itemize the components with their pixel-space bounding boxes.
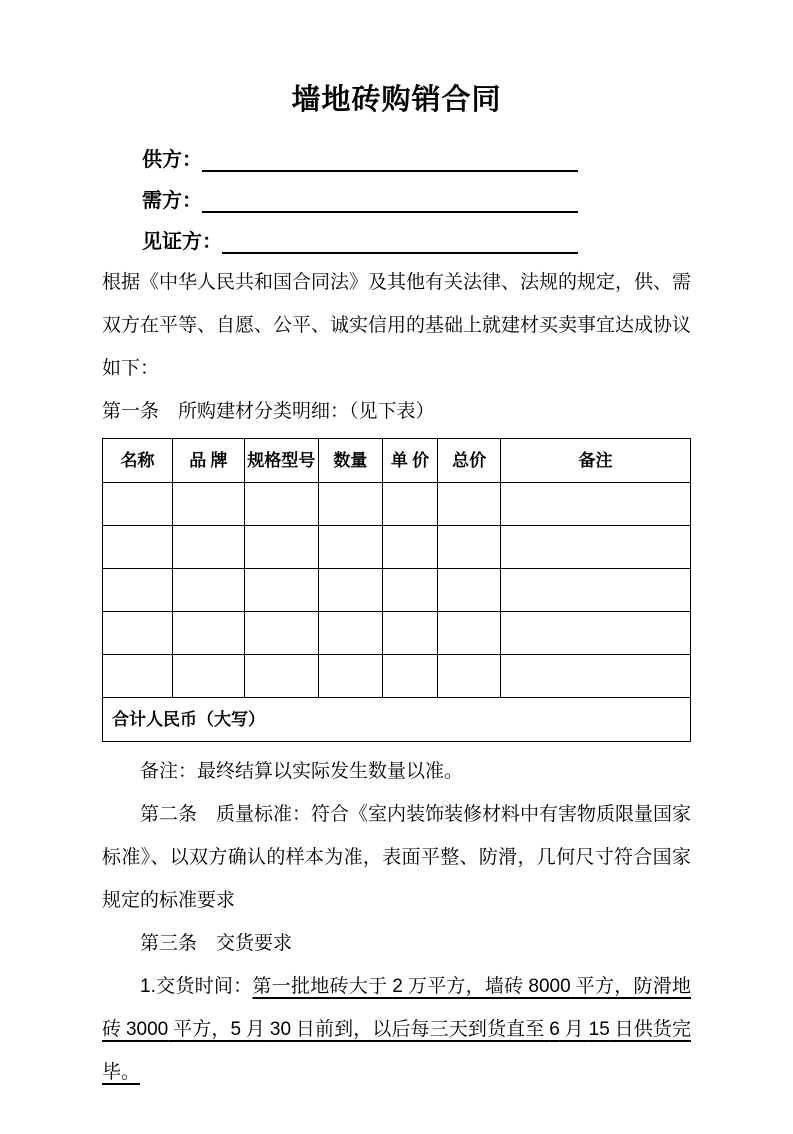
clause-1-heading: 第一条 所购建材分类明细：（见下表） <box>102 401 435 422</box>
col-header-brand: 品 牌 <box>172 439 244 483</box>
empty-cell[interactable] <box>103 483 173 526</box>
table-row <box>103 483 691 526</box>
empty-cell[interactable] <box>103 569 173 612</box>
col-header-unit-price: 单 价 <box>382 439 437 483</box>
empty-cell[interactable] <box>382 569 437 612</box>
buyer-fill-line[interactable] <box>202 185 578 213</box>
empty-cell[interactable] <box>438 483 501 526</box>
delivery-text-segment: 2 <box>392 976 403 997</box>
table-row <box>103 569 691 612</box>
party-row-supplier <box>142 134 578 175</box>
empty-cell[interactable] <box>103 612 173 655</box>
empty-cell[interactable] <box>244 483 318 526</box>
supplier-label: 供方： <box>142 149 202 171</box>
empty-cell[interactable] <box>244 526 318 569</box>
empty-cell[interactable] <box>172 483 244 526</box>
delivery-time-item <box>102 965 691 1094</box>
party-row-buyer <box>142 175 578 216</box>
empty-cell[interactable] <box>382 483 437 526</box>
col-header-spec: 规格型号 <box>244 439 318 483</box>
empty-cell[interactable] <box>438 612 501 655</box>
empty-cell[interactable] <box>382 655 437 698</box>
col-header-name: 名称 <box>103 439 173 483</box>
empty-cell[interactable] <box>501 483 691 526</box>
empty-cell[interactable] <box>172 612 244 655</box>
delivery-text-segment: 8000 <box>528 976 571 997</box>
parties-section <box>102 134 691 257</box>
empty-cell[interactable] <box>318 569 382 612</box>
empty-cell[interactable] <box>172 569 244 612</box>
empty-cell[interactable] <box>501 526 691 569</box>
delivery-text-segment: 5 <box>230 1019 242 1040</box>
delivery-text-segment: 15 <box>588 1019 610 1040</box>
delivery-text-segment: 平方，防滑地砖 <box>102 976 691 1040</box>
delivery-text-segment: 月 <box>241 1019 270 1040</box>
supplier-fill-line[interactable] <box>202 144 578 172</box>
empty-cell[interactable] <box>438 569 501 612</box>
delivery-text-segment: 第一批地砖大于 <box>252 976 393 997</box>
witness-label: 见证方： <box>142 231 222 253</box>
empty-cell[interactable] <box>382 526 437 569</box>
empty-cell[interactable] <box>438 655 501 698</box>
witness-fill-line[interactable] <box>222 226 578 254</box>
empty-cell[interactable] <box>501 612 691 655</box>
empty-cell[interactable] <box>382 612 437 655</box>
delivery-text-segment: 日前到，以后每三天到货直至 <box>291 1019 550 1040</box>
empty-cell[interactable] <box>318 612 382 655</box>
empty-cell[interactable] <box>501 569 691 612</box>
table-row <box>103 526 691 569</box>
empty-cell[interactable] <box>103 526 173 569</box>
buyer-label: 需方： <box>142 190 202 212</box>
document-title: 墙地砖购销合同 <box>291 84 502 116</box>
empty-cell[interactable] <box>318 655 382 698</box>
delivery-prefix <box>140 976 252 997</box>
col-header-notes: 备注 <box>501 439 691 483</box>
clause-2-paragraph: 第二条 质量标准：符合《室内装饰装修材料中有害物质限量国家标准》、以双方确认的样本为准，表面平整、防滑，几何尺寸符合国家规定的标准要求 <box>102 804 692 911</box>
empty-cell[interactable] <box>501 655 691 698</box>
party-row-witness <box>142 216 578 257</box>
total-amount-cell[interactable]: 合计人民币（大写） <box>103 698 691 742</box>
empty-cell[interactable] <box>244 569 318 612</box>
delivery-text-segment: 交货时间： <box>155 976 253 997</box>
delivery-text-segment: 万平方，墙砖 <box>402 976 529 997</box>
delivery-text-segment: 月 <box>559 1019 589 1040</box>
delivery-text-segment: 平方， <box>168 1019 231 1040</box>
materials-table <box>102 438 691 742</box>
empty-cell[interactable] <box>244 655 318 698</box>
table-row <box>103 612 691 655</box>
delivery-text-segment: 日供货完毕。 <box>102 1019 691 1083</box>
clause-3-heading: 第三条 交货要求 <box>140 933 293 954</box>
empty-cell[interactable] <box>172 526 244 569</box>
col-header-total-price: 总价 <box>438 439 501 483</box>
materials-table-body <box>103 483 691 698</box>
empty-cell[interactable] <box>318 526 382 569</box>
preamble-paragraph: 根据《中华人民共和国合同法》及其他有关法律、法规的规定，供、需双方在平等、自愿、公平、诚实信用的基础上就建材买卖事宜达成协议如下： <box>102 272 692 379</box>
delivery-text-segment: 1. <box>140 976 156 997</box>
delivery-text-segment: 6 <box>549 1019 560 1040</box>
empty-cell[interactable] <box>172 655 244 698</box>
col-header-quantity: 数量 <box>318 439 382 483</box>
empty-cell[interactable] <box>438 526 501 569</box>
remark-line: 备注：最终结算以实际发生数量以准。 <box>140 761 464 782</box>
table-header-row <box>103 439 691 483</box>
table-total-row <box>103 698 691 742</box>
table-row <box>103 655 691 698</box>
delivery-text-segment: 30 <box>269 1019 292 1040</box>
empty-cell[interactable] <box>318 483 382 526</box>
delivery-text-segment: 3000 <box>125 1019 169 1040</box>
empty-cell[interactable] <box>244 612 318 655</box>
empty-cell[interactable] <box>103 655 173 698</box>
